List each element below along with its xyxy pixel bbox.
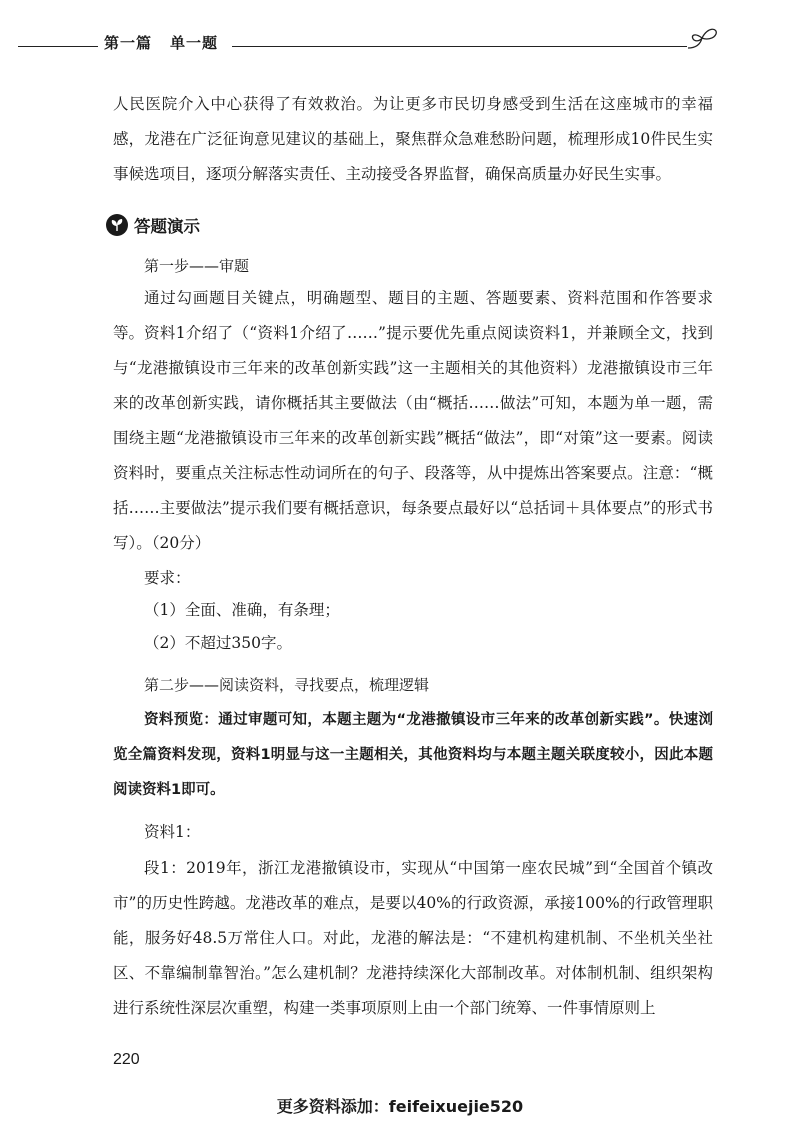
header-rule-right	[232, 46, 687, 47]
requirement-1: （1）全面、准确，有条理；	[144, 601, 340, 619]
leaf-icon	[106, 214, 128, 236]
header-part: 第一篇	[104, 34, 153, 52]
section-title: 答题演示	[134, 217, 200, 236]
running-header	[0, 22, 800, 62]
footer-note: 更多资料添加：feifeixuejie520	[276, 1097, 524, 1116]
material-label: 资料1：	[144, 823, 201, 841]
requirements-label: 要求：	[144, 569, 191, 587]
header-title	[104, 32, 218, 53]
header-rule-left	[18, 46, 98, 47]
step1-intro: 通过勾画题目关键点，明确题型、题目的主题、答题要素、资料范围和作答要求等。	[113, 289, 713, 342]
material-preview: 资料预览：通过审题可知，本题主题为“龙港撤镇设市三年来的改革创新实践”。快速浏览全篇资料发现，资料1明显与这一主题相关，其他资料均与本题主题关联度较小，因此本题阅读资料1即可。	[113, 712, 713, 798]
header-chapter: 单一题	[170, 34, 219, 52]
step1-explanation: 资料1介绍了（“资料1介绍了……”提示要优先重点阅读资料1，并兼顾全文，找到与“龙港撤镇设市三年来的改革创新实践”这一主题相关的其他资料）龙港撤镇设市三年来的改革创新实践，请你概括其主要做法（由“概括……做法”可知，本题为单一题，需围绕主题“龙港撤镇设市三年来的改革创新实践”概括“做法”，即“对策”这一要素。阅读资料时，要重点关注标志性动词所在的句子、段落等，从中提炼出答案要点。注意：“概括……主要做法”提示我们要有概括意识，每条要点最好以“总括词＋具体要点”的形式书写）。（20分）	[113, 324, 713, 552]
sprout-icon	[684, 22, 724, 56]
section-heading	[106, 212, 200, 238]
material-paragraph-1: 段1：2019年，浙江龙港撤镇设市，实现从“中国第一座农民城”到“全国首个镇改市”的历史性跨越。龙港改革的难点，是要以40%的行政资源，承接100%的行政管理职能，服务好48.5万常住人口。对此，龙港的解法是：“不建机构建机制、不坐机关坐社区、不靠编制靠智治。”怎么建机制？龙港持续深化大部制改革。对体制机制、组织架构进行系统性深层次重塑，构建一类事项原则上由一个部门统筹、一件事情原则上	[113, 859, 713, 1017]
step2-heading: 第二步——阅读资料，寻找要点，梳理逻辑	[144, 676, 430, 694]
requirement-2: （2）不超过350字。	[144, 634, 292, 652]
page-number: 220	[113, 1051, 140, 1068]
intro-paragraph: 人民医院介入中心获得了有效救治。为让更多市民切身感受到生活在这座城市的幸福感，龙港在广泛征询意见建议的基础上，聚焦群众急难愁盼问题，梳理形成10件民生实事候选项目，逐项分解落实责任、主动接受各界监督，确保高质量办好民生实事。	[113, 95, 713, 183]
step1-heading: 第一步——审题	[144, 257, 250, 275]
